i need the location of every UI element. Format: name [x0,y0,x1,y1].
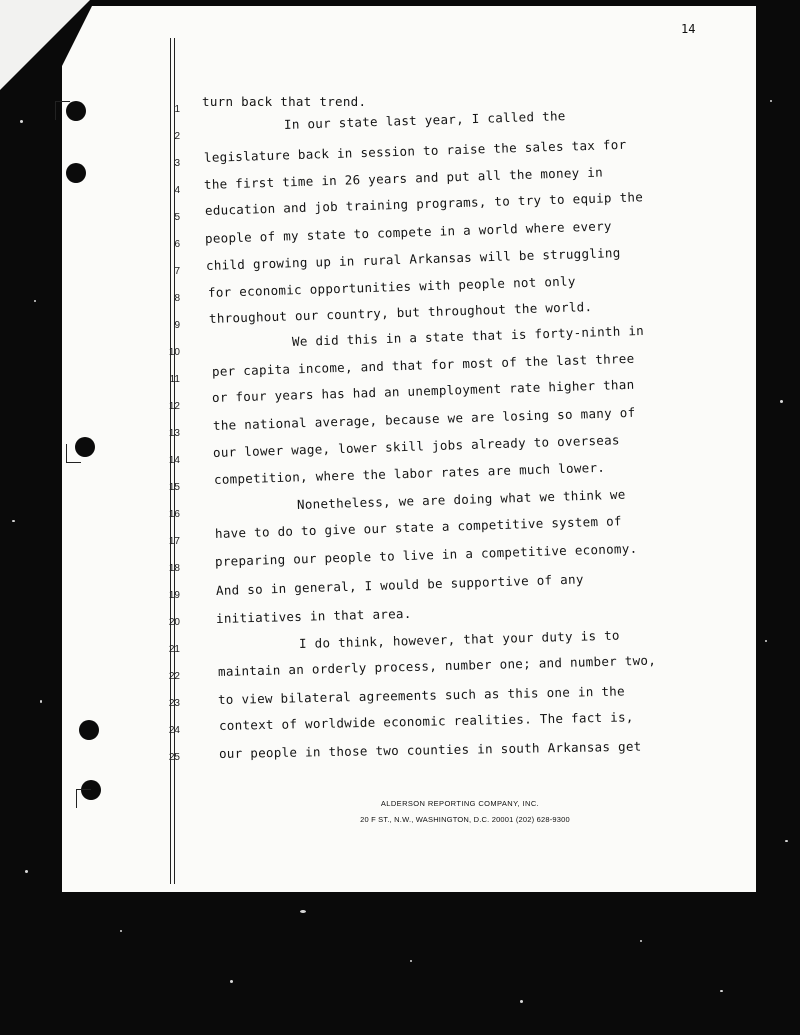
transcript-line: have to do to give our state a competitive system of [214,513,622,541]
bracket-mark [66,444,81,463]
line-number: 9 [174,320,180,331]
line-number: 10 [168,347,180,358]
line-number: 8 [174,293,180,304]
line-number: 17 [168,536,180,547]
line-number: 5 [174,212,180,223]
transcript-line: our lower wage, lower skill jobs already to overseas [212,432,620,460]
line-number: 6 [174,239,180,250]
transcript-line: people of my state to compete in a world where every [204,218,612,246]
transcript-line: throughout our country, but throughout the world. [208,298,593,326]
transcript-line: initiatives in that area. [215,605,412,626]
line-number: 4 [174,185,180,196]
bracket-mark [55,101,70,120]
line-number: 16 [168,509,180,520]
transcript-line: or four years has had an unemployment rate higher than [211,376,635,405]
line-number: 11 [169,374,180,385]
transcript-line: per capita income, and that for most of the last three [211,350,635,379]
transcript-line: for economic opportunities with people not only [207,273,576,300]
line-number: 22 [168,671,180,682]
line-number: 2 [174,131,180,142]
line-number: 24 [168,725,180,736]
line-number: 14 [168,455,180,466]
line-number: 15 [168,482,180,493]
line-number: 23 [168,698,180,709]
transcript-line: We did this in a state that is forty-ninth in [291,322,645,349]
transcript-line: maintain an orderly process, number one; and number two, [217,652,657,679]
line-number: 21 [168,644,180,655]
transcript-line: the national average, because we are losing so many of [212,404,636,433]
footer-company: ALDERSON REPORTING COMPANY, INC. [380,799,540,808]
transcript-line: competition, where the labor rates are much lower. [213,459,606,487]
transcript-line: education and job training programs, to try to equip the [204,189,644,218]
line-number: 25 [168,752,180,763]
transcript-line: Nonetheless, we are doing what we think we [296,486,626,512]
transcript-line: context of worldwide economic realities. The fact is, [218,709,634,733]
transcript-line: our people in those two counties in south Arkansas get [218,738,642,761]
line-number: 3 [174,158,180,169]
line-number: 12 [168,401,180,412]
line-number: 20 [168,617,180,628]
footer-address: 20 F ST., N.W., WASHINGTON, D.C. 20001 (202) 628-9300 [360,815,570,824]
line-number: 18 [168,563,180,574]
page-number: 14 [681,22,696,36]
transcript-line: to view bilateral agreements such as this one in the [217,683,626,707]
line-number: 19 [168,590,180,601]
binder-hole [79,720,99,740]
transcript-line: I do think, however, that your duty is to [298,627,620,651]
transcript-line: legislature back in session to raise the sales tax for [203,136,627,165]
line-number: 13 [168,428,180,439]
transcript-line: In our state last year, I called the [283,108,566,132]
transcript-line: preparing our people to live in a competitive economy. [214,540,638,569]
transcript-line: child growing up in rural Arkansas will be struggling [205,244,621,273]
binder-hole [66,163,86,183]
line-number: 1 [174,104,180,115]
transcript-line: the first time in 26 years and put all the money in [203,164,604,192]
transcript-line: And so in general, I would be supportive of any [215,571,584,598]
right-edge-rule [765,14,766,894]
line-number: 7 [174,266,180,277]
transcript-line: turn back that trend. [202,94,367,109]
